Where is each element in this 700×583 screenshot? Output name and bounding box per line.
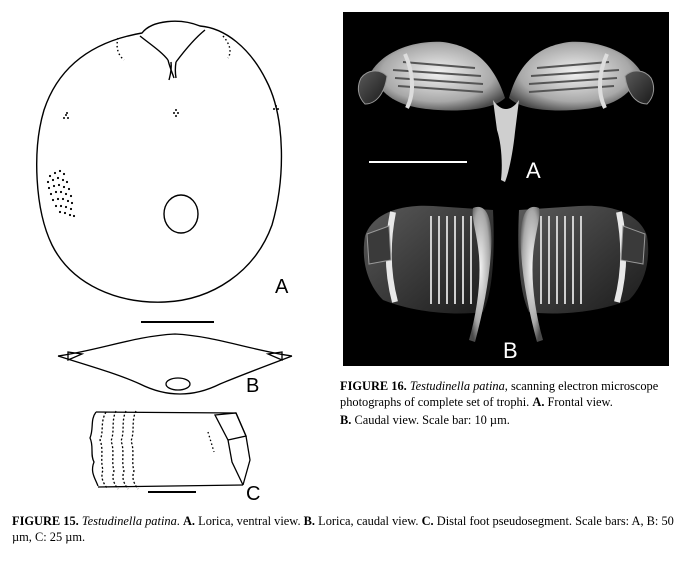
- fig15-label-a: A: [275, 276, 289, 298]
- fig16-caption-b-text: Caudal view. Scale bar: 10 µm.: [354, 413, 510, 427]
- figure-16-caption: [340, 379, 696, 429]
- fig16-caption-text: , scanning electron microscope photographs of complete set of trophi.: [340, 379, 659, 409]
- figure-15-drawings: [0, 0, 340, 510]
- lorica-dotted-patch: [47, 170, 75, 217]
- trophi-frontal-view: [358, 42, 653, 182]
- trophi-caudal-view: [364, 206, 648, 342]
- fig15-caption-c-label: C.: [421, 514, 434, 528]
- fig16-caption-a-text: Frontal view.: [547, 394, 613, 409]
- fig15-caption-a-text: Lorica, ventral view.: [198, 514, 301, 528]
- fig16-caption-b-label: B.: [340, 413, 352, 427]
- fig16-caption-label: FIGURE 16.: [340, 379, 407, 393]
- fig16-label-b: B: [503, 338, 518, 363]
- sem-photograph: [343, 12, 669, 366]
- fig15-caption-b-text: Lorica, caudal view.: [318, 514, 419, 528]
- fig15-label-c: C: [246, 483, 261, 505]
- fig15-caption-c-text: Distal foot pseudosegment. Scale bars: A, B: 50 µm, C: 25 µm.: [12, 514, 674, 544]
- fig15-label-b: B: [246, 375, 260, 397]
- fig16-caption-a-label: A.: [532, 394, 545, 409]
- fig16-caption-species: Testudinella patina: [409, 379, 505, 393]
- fig15-caption-label: FIGURE 15.: [12, 514, 79, 528]
- fig15-caption-species: Testudinella patina: [81, 514, 177, 528]
- lorica-pores: [63, 105, 279, 119]
- fig15-caption-b-label: B.: [303, 514, 316, 528]
- fig16-label-a: A: [526, 158, 541, 183]
- fig15-caption-a-label: A.: [182, 514, 196, 528]
- lorica-ventral-drawing: [37, 21, 282, 302]
- figure-15-caption: FIGURE 15. Testudinella patina. A. Lorica, ventral view. B. Lorica, caudal view. C. Distal foot pseudosegment. Scale bars: A, B: 50 µm, C: 25 µm.: [12, 514, 674, 544]
- foot-pseudosegment-drawing: [90, 411, 250, 489]
